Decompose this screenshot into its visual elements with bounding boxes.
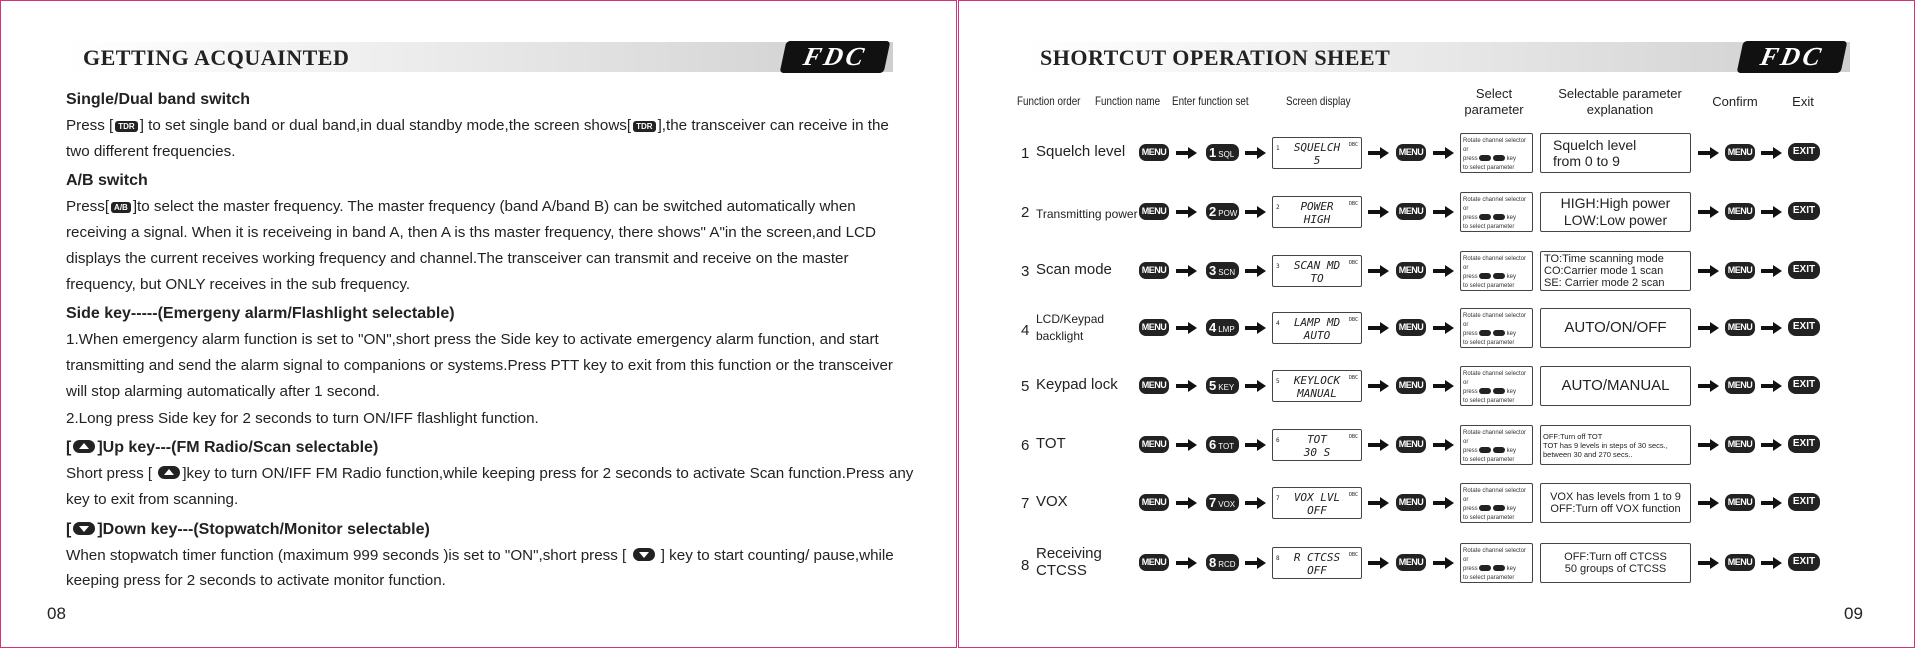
down-arrow-icon — [1493, 505, 1505, 511]
arrow-icon — [1176, 206, 1197, 218]
header-select-parameter: Select parameter — [1464, 86, 1524, 117]
function-name-line: Keypad lock — [1036, 376, 1118, 393]
lcd-screen-display — [1272, 196, 1362, 228]
lcd-line-2: 30 S — [1303, 446, 1331, 459]
selector-text: press key — [1463, 566, 1517, 572]
up-arrow-icon — [1479, 214, 1491, 220]
arrow-icon — [1245, 380, 1266, 392]
up-arrow-icon — [1479, 273, 1491, 279]
selector-text: Rotate channel selector or — [1463, 256, 1527, 271]
tdr-key-icon: TDR — [115, 121, 137, 132]
lcd-line-1: TOT — [1307, 433, 1327, 446]
arrow-icon — [1245, 439, 1266, 451]
lcd-screen-display — [1272, 429, 1362, 461]
parameter-explanation — [1540, 251, 1691, 291]
explanation-line: TOT has 9 levels in steps of 30 secs., — [1543, 440, 1668, 450]
selector-text: Rotate channel selector or — [1463, 371, 1527, 386]
lcd-tag: DBC — [1348, 201, 1358, 207]
menu-button[interactable]: MENU — [1139, 319, 1169, 336]
explanation-line: OFF:Turn off CTCSS — [1564, 551, 1667, 563]
explanation-line: HIGH:High power — [1560, 195, 1671, 211]
lcd-menu-index: 7 — [1276, 495, 1280, 502]
arrow-icon — [1433, 265, 1454, 277]
explanation-line: LOW:Low power — [1563, 212, 1668, 228]
parameter-selector-note — [1460, 483, 1533, 523]
arrow-icon — [1761, 497, 1782, 509]
confirm-menu-button[interactable]: MENU — [1725, 262, 1755, 279]
selector-text: to select parameter — [1463, 515, 1515, 521]
down-arrow-icon — [73, 522, 95, 535]
selector-text: to select parameter — [1463, 398, 1515, 404]
exit-button[interactable]: EXIT — [1788, 261, 1820, 279]
selector-text: press key — [1463, 389, 1517, 395]
arrow-icon — [1368, 380, 1389, 392]
section-paragraph: When stopwatch timer function (maximum 999 seconds )is set to "ON",short press [ ] key to start counting/ pause,while keeping press for 2 seconds to activate monitor function. — [66, 546, 894, 590]
down-arrow-icon — [633, 548, 655, 561]
table-row — [1020, 249, 1880, 293]
selector-text: to select parameter — [1463, 165, 1515, 171]
table-row — [1020, 306, 1880, 350]
selector-text: press key — [1463, 331, 1517, 337]
down-arrow-icon — [1493, 447, 1505, 453]
selector-text: Rotate channel selector or — [1463, 313, 1527, 328]
function-order: 6 — [1021, 437, 1030, 454]
page-title: GETTING ACQUAINTED — [83, 45, 350, 70]
up-arrow-icon — [1479, 330, 1491, 336]
confirm-menu-button[interactable]: MENU — [1725, 554, 1755, 571]
arrow-icon — [1698, 557, 1719, 569]
arrow-icon — [1433, 557, 1454, 569]
selector-text: to select parameter — [1463, 283, 1515, 289]
up-arrow-icon — [1479, 388, 1491, 394]
lcd-screen-display — [1272, 312, 1362, 344]
up-arrow-icon — [158, 466, 180, 479]
function-order: 4 — [1021, 322, 1030, 339]
arrow-icon — [1368, 497, 1389, 509]
explanation-line: SE: Carrier mode 2 scan — [1544, 277, 1665, 289]
menu-button[interactable]: MENU — [1139, 377, 1169, 394]
lcd-tag: DBC — [1348, 142, 1358, 148]
menu-button[interactable]: MENU — [1396, 377, 1426, 394]
function-name-line: VOX — [1036, 493, 1068, 510]
up-arrow-icon — [1479, 447, 1491, 453]
function-name — [1036, 493, 1068, 510]
arrow-icon — [1761, 265, 1782, 277]
function-name — [1036, 545, 1102, 579]
lcd-line-1: VOX LVL — [1293, 491, 1341, 504]
arrow-icon — [1433, 147, 1454, 159]
header-enter-function-set: Enter function set — [1172, 94, 1249, 108]
function-name-line: LCD/Keypad — [1036, 312, 1105, 326]
lcd-menu-index: 8 — [1276, 555, 1280, 562]
explanation-line: CO:Carrier mode 1 scan — [1544, 265, 1664, 277]
arrow-icon — [1176, 497, 1197, 509]
exit-button[interactable]: EXIT — [1788, 318, 1820, 336]
arrow-icon — [1368, 557, 1389, 569]
arrow-icon — [1245, 206, 1266, 218]
number-key-6[interactable]: 6 TOT — [1206, 436, 1239, 453]
arrow-icon — [1245, 497, 1266, 509]
confirm-menu-button[interactable]: MENU — [1725, 377, 1755, 394]
lcd-menu-index: 1 — [1276, 145, 1280, 152]
number-key-1[interactable]: 1 SQL — [1206, 144, 1239, 161]
explanation-line: AUTO/ON/OFF — [1564, 319, 1667, 336]
explanation-line: OFF:Turn off TOT — [1543, 431, 1603, 441]
function-order: 7 — [1021, 495, 1030, 512]
arrow-icon — [1761, 557, 1782, 569]
up-arrow-icon — [1479, 155, 1491, 161]
arrow-icon — [1698, 497, 1719, 509]
lcd-tag: DBC — [1348, 260, 1358, 266]
exit-button[interactable]: EXIT — [1788, 143, 1820, 161]
function-name — [1036, 143, 1125, 160]
lcd-tag: DBC — [1348, 492, 1358, 498]
header-function-order: Function order — [1017, 94, 1081, 108]
parameter-selector-note — [1460, 308, 1533, 348]
selector-text: Rotate channel selector or — [1463, 548, 1527, 563]
explanation-line: Squelch level — [1553, 137, 1637, 153]
lcd-menu-index: 5 — [1276, 378, 1280, 385]
exit-button[interactable]: EXIT — [1788, 493, 1820, 511]
down-arrow-icon — [1493, 155, 1505, 161]
arrow-icon — [1245, 322, 1266, 334]
selector-text: Rotate channel selector or — [1463, 488, 1527, 503]
arrow-icon — [1761, 380, 1782, 392]
selector-text: press key — [1463, 448, 1517, 454]
arrow-icon — [1368, 265, 1389, 277]
function-name-line: TOT — [1036, 435, 1066, 452]
table-row — [1020, 190, 1880, 234]
selector-text: press key — [1463, 156, 1517, 162]
function-name — [1036, 311, 1104, 345]
section-heading: [ ]Up key---(FM Radio/Scan selectable) — [66, 439, 379, 457]
menu-button[interactable]: MENU — [1396, 203, 1426, 220]
confirm-menu-button[interactable]: MENU — [1725, 203, 1755, 220]
number-key-5[interactable]: 5 KEY — [1206, 377, 1239, 394]
selector-text: Rotate channel selector or — [1463, 430, 1527, 445]
explanation-line: from 0 to 9 — [1553, 153, 1620, 169]
selector-text: to select parameter — [1463, 575, 1515, 581]
section-paragraph: Press [ TDR ] to set single band or dual band,in dual standby mode,the screen shows[ TDR ],the transceiver can receive in the two different frequencies. — [66, 116, 889, 160]
section-heading: Single/Dual band switch — [66, 91, 251, 108]
selector-text: to select parameter — [1463, 340, 1515, 346]
lcd-menu-index: 4 — [1276, 320, 1280, 327]
selector-text: press key — [1463, 215, 1517, 221]
header-selectable-explanation: Selectable parameter explanation — [1558, 86, 1682, 117]
arrow-icon — [1245, 557, 1266, 569]
number-key-7[interactable]: 7 VOX — [1206, 494, 1239, 511]
menu-button[interactable]: MENU — [1396, 144, 1426, 161]
parameter-explanation — [1540, 308, 1691, 348]
arrow-icon — [1176, 322, 1197, 334]
up-arrow-icon — [1479, 565, 1491, 571]
section-paragraph: 1.When emergency alarm function is set to "ON",short press the Side key to activate emergency alarm function, and start transmitting and send the alarm signal to companions or systems.Press PTT key to exit from this function or the transceiver will stop alarming automatically after 1 second. — [66, 331, 893, 400]
parameter-selector-note — [1460, 251, 1533, 291]
function-order: 1 — [1021, 145, 1030, 162]
page-title: SHORTCUT OPERATION SHEET — [1040, 45, 1391, 70]
lcd-screen-display — [1272, 137, 1362, 169]
down-arrow-icon — [1493, 388, 1505, 394]
confirm-menu-button[interactable]: MENU — [1725, 436, 1755, 453]
exit-button[interactable]: EXIT — [1788, 376, 1820, 394]
lcd-line-2: OFF — [1307, 504, 1327, 517]
menu-button[interactable]: MENU — [1396, 436, 1426, 453]
section-paragraph: 2.Long press Side key for 2 seconds to turn ON/IFF flashlight function. — [66, 409, 539, 427]
function-name — [1036, 435, 1066, 452]
lcd-tag: DBC — [1348, 317, 1358, 323]
parameter-explanation — [1540, 366, 1691, 406]
parameter-explanation — [1540, 192, 1691, 232]
function-order: 8 — [1021, 557, 1030, 574]
arrow-icon — [1698, 439, 1719, 451]
arrow-icon — [1176, 557, 1197, 569]
lcd-line-1: R CTCSS — [1293, 551, 1341, 564]
function-name — [1036, 206, 1138, 223]
function-name — [1036, 261, 1112, 278]
fdc-logo: FDC — [780, 41, 891, 73]
header-function-name: Function name — [1095, 94, 1161, 108]
lcd-screen-display — [1272, 370, 1362, 402]
parameter-explanation — [1540, 133, 1691, 173]
arrow-icon — [1698, 265, 1719, 277]
arrow-icon — [1245, 265, 1266, 277]
parameter-explanation — [1540, 425, 1691, 465]
left-content — [66, 85, 916, 595]
menu-button[interactable]: MENU — [1396, 319, 1426, 336]
arrow-icon — [1761, 147, 1782, 159]
function-name-line: Transmitting power — [1036, 207, 1138, 221]
table-row — [1020, 541, 1880, 585]
parameter-explanation — [1540, 543, 1691, 583]
number-key-8[interactable]: 8 RCD — [1206, 554, 1239, 571]
exit-button[interactable]: EXIT — [1788, 435, 1820, 453]
lcd-line-1: SCAN MD — [1293, 259, 1341, 272]
function-name-line: Scan mode — [1036, 261, 1112, 278]
explanation-line: 50 groups of CTCSS — [1564, 563, 1667, 575]
tdr-key-icon: TDR — [633, 121, 655, 132]
parameter-selector-note — [1460, 543, 1533, 583]
lcd-tag: DBC — [1348, 375, 1358, 381]
up-arrow-icon — [1479, 505, 1491, 511]
explanation-line: AUTO/MANUAL — [1561, 377, 1670, 394]
down-arrow-icon — [1493, 330, 1505, 336]
up-arrow-icon — [73, 440, 95, 453]
menu-button[interactable]: MENU — [1139, 494, 1169, 511]
function-order: 2 — [1021, 204, 1030, 221]
confirm-menu-button[interactable]: MENU — [1725, 144, 1755, 161]
explanation-line: OFF:Turn off VOX function — [1550, 503, 1681, 515]
header-screen-display: Screen display — [1286, 94, 1351, 108]
page-number: 08 — [47, 604, 66, 623]
lcd-line-2: HIGH — [1303, 213, 1331, 226]
lcd-line-2: MANUAL — [1297, 387, 1337, 400]
explanation-line: between 30 and 270 secs.. — [1543, 449, 1633, 459]
lcd-line-2: OFF — [1307, 564, 1327, 577]
selector-text: Rotate channel selector or — [1463, 138, 1527, 153]
down-arrow-icon — [1493, 565, 1505, 571]
selector-text: to select parameter — [1463, 224, 1515, 230]
fdc-logo: FDC — [1737, 41, 1848, 73]
function-name-line: backlight — [1036, 329, 1084, 343]
arrow-icon — [1176, 265, 1197, 277]
lcd-screen-display — [1272, 255, 1362, 287]
section-paragraph: Short press [ ]key to turn ON/IFF FM Radio function,while keeping press for 2 seconds to activate Scan function.Press any key to exit from scanning. — [66, 465, 914, 508]
lcd-menu-index: 2 — [1276, 204, 1280, 211]
arrow-icon — [1368, 322, 1389, 334]
function-name-line: Receiving — [1036, 545, 1102, 562]
ab-key-icon: A/B — [111, 202, 131, 213]
lcd-tag: DBC — [1348, 434, 1358, 440]
lcd-line-1: KEYLOCK — [1293, 374, 1341, 387]
menu-button[interactable]: MENU — [1139, 203, 1169, 220]
function-name — [1036, 376, 1118, 393]
function-name-line: CTCSS — [1036, 562, 1087, 579]
table-row — [1020, 364, 1880, 408]
header-exit: Exit — [1792, 94, 1814, 109]
lcd-line-2: 5 — [1313, 154, 1321, 167]
arrow-icon — [1176, 380, 1197, 392]
down-arrow-icon — [1493, 273, 1505, 279]
selector-text: press key — [1463, 274, 1517, 280]
confirm-menu-button[interactable]: MENU — [1725, 494, 1755, 511]
arrow-icon — [1368, 206, 1389, 218]
number-key-2[interactable]: 2 POW — [1206, 203, 1239, 220]
lcd-tag: DBC — [1348, 552, 1358, 558]
arrow-icon — [1698, 322, 1719, 334]
menu-button[interactable]: MENU — [1139, 436, 1169, 453]
arrow-icon — [1761, 439, 1782, 451]
exit-button[interactable]: EXIT — [1788, 553, 1820, 571]
parameter-selector-note — [1460, 192, 1533, 232]
function-order: 5 — [1021, 378, 1030, 395]
selector-text: press key — [1463, 506, 1517, 512]
left-title-bar — [67, 42, 893, 72]
section-heading: A/B switch — [66, 172, 148, 190]
menu-button[interactable]: MENU — [1139, 144, 1169, 161]
section-heading: [ ]Down key---(Stopwatch/Monitor selectable) — [66, 520, 430, 538]
arrow-icon — [1176, 147, 1197, 159]
lcd-line-2: AUTO — [1303, 329, 1331, 342]
arrow-icon — [1433, 380, 1454, 392]
selector-text: Rotate channel selector or — [1463, 197, 1527, 212]
left-page — [0, 0, 957, 648]
arrow-icon — [1698, 380, 1719, 392]
arrow-icon — [1176, 439, 1197, 451]
page-number: 09 — [1844, 604, 1863, 623]
arrow-icon — [1433, 497, 1454, 509]
number-key-4[interactable]: 4 LMP — [1206, 319, 1239, 336]
lcd-line-1: POWER — [1300, 200, 1334, 213]
exit-button[interactable]: EXIT — [1788, 202, 1820, 220]
lcd-menu-index: 3 — [1276, 263, 1280, 270]
arrow-icon — [1368, 439, 1389, 451]
selector-text: to select parameter — [1463, 457, 1515, 463]
menu-button[interactable]: MENU — [1396, 554, 1426, 571]
table-row — [1020, 481, 1880, 525]
parameter-selector-note — [1460, 366, 1533, 406]
lcd-line-2: TO — [1310, 272, 1324, 285]
arrow-icon — [1433, 206, 1454, 218]
number-key-3[interactable]: 3 SCN — [1206, 262, 1239, 279]
menu-button[interactable]: MENU — [1139, 554, 1169, 571]
section-paragraph: Press[ A/B ]to select the master frequency. The master frequency (band A/band B) can be switched automatically when receiving a signal. When it is receiveing in band A, then A is ths master frequency, there shows" A"in the screen,and LCD displays the current receives working frequency and channel.The transceiver can transmit and receive on the master frequency, but ONLY receives in the sub frequency. — [66, 198, 876, 293]
menu-button[interactable]: MENU — [1139, 262, 1169, 279]
lcd-menu-index: 6 — [1276, 437, 1280, 444]
function-name-line: Squelch level — [1036, 143, 1126, 160]
lcd-line-1: SQUELCH — [1293, 141, 1341, 154]
right-title-bar — [1024, 42, 1850, 72]
menu-button[interactable]: MENU — [1396, 494, 1426, 511]
parameter-explanation — [1540, 483, 1691, 523]
lcd-screen-display — [1272, 487, 1362, 519]
lcd-screen-display — [1272, 547, 1362, 579]
down-arrow-icon — [1493, 214, 1505, 220]
arrow-icon — [1433, 322, 1454, 334]
arrow-icon — [1761, 322, 1782, 334]
explanation-line: TO:Time scanning mode — [1544, 253, 1664, 265]
parameter-selector-note — [1460, 133, 1533, 173]
arrow-icon — [1698, 147, 1719, 159]
table-row — [1020, 423, 1880, 467]
lcd-line-1: LAMP MD — [1293, 316, 1341, 329]
section-heading: Side key-----(Emergeny alarm/Flashlight selectable) — [66, 305, 455, 323]
header-confirm: Confirm — [1712, 94, 1758, 109]
function-order: 3 — [1021, 263, 1030, 280]
confirm-menu-button[interactable]: MENU — [1725, 319, 1755, 336]
parameter-selector-note — [1460, 425, 1533, 465]
arrow-icon — [1433, 439, 1454, 451]
menu-button[interactable]: MENU — [1396, 262, 1426, 279]
arrow-icon — [1368, 147, 1389, 159]
arrow-icon — [1761, 206, 1782, 218]
explanation-line: VOX has levels from 1 to 9 — [1550, 491, 1681, 503]
table-row — [1020, 131, 1880, 175]
arrow-icon — [1245, 147, 1266, 159]
arrow-icon — [1698, 206, 1719, 218]
